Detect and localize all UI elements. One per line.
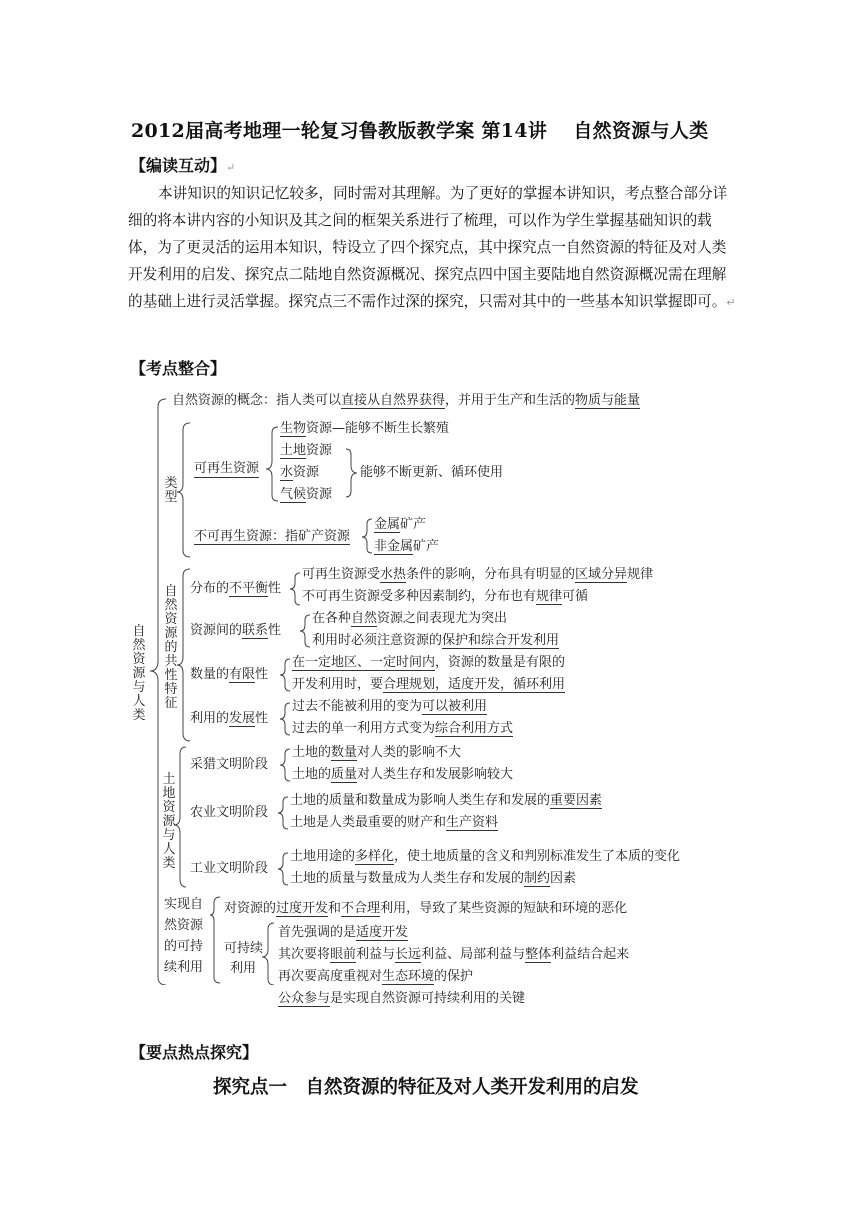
sustain-label-4: 续利用 — [164, 960, 204, 975]
intro-paragraph: 本讲知识的知识记忆较多，同时需对其理解。为了更好的掌握本讲知识，考点整合部分详细的将本讲内容的小知识及其之间的框架关系进行了梳理，可以作为学生掌握基础知识的载体，为了更灵活的运用本知识，特设立了四个探究点，其中探究点一自然资源的特征及对人类开发利用的启发、探究点二陆地自然资源概况、探究点四中国主要陆地自然资源概况需在理解的基础上进行灵活掌握。探究点三不需作过深的探究，只需对其中的一些基本知识掌握即可。↵ — [128, 185, 736, 310]
sustain-line-4: 公众参与是实现自然资源可持续利用的关键 — [278, 991, 526, 1006]
sustain-sub-2: 利用 — [230, 961, 257, 976]
land-people-label: 土地资源与人类 — [162, 772, 176, 871]
explore-title: 探究点一 自然资源的特征及对人类开发利用的启发 — [213, 1077, 639, 1098]
points-heading: 【考点整合】 — [130, 359, 227, 378]
hunt-line-2: 土地的质量对人类生存和发展影响较大 — [292, 767, 514, 782]
sustain-label-2: 然资源 — [164, 918, 204, 933]
metal-mineral: 金属矿产 — [374, 517, 427, 532]
uneven-line-1: 可再生资源受水热条件的影响，分布具有明显的区域分异规律 — [302, 567, 654, 582]
water-resource: 水资源 — [280, 465, 320, 480]
hunt-line-1: 土地的数量对人类的影响不大 — [292, 745, 462, 760]
concept-line: 自然资源的概念：指人类可以直接从自然界获得，并用于生产和生活的物质与能量 — [172, 393, 641, 408]
root-label: 自然资源与人类 — [132, 624, 146, 723]
sustain-line-1: 首先强调的是适度开发 — [278, 925, 409, 940]
nonrenewable-label: 不可再生资源：指矿产资源 — [194, 529, 351, 544]
industry-stage: 工业文明阶段 — [190, 861, 269, 876]
page-title: 2012届高考地理一轮复习鲁教版教学案 第14讲 自然资源与人类 — [131, 120, 709, 142]
sustain-label-3: 的可持 — [164, 939, 204, 954]
sustain-sub-1: 可持续 — [224, 941, 264, 956]
uneven-line-2: 不可再生资源受多种因素制约，分布也有规律可循 — [302, 589, 589, 604]
limit-label: 数量的有限性 — [190, 667, 269, 682]
hot-heading: 【要点热点探究】 — [130, 1043, 259, 1062]
nonmetal-mineral: 非金属矿产 — [374, 539, 440, 554]
agriculture-stage: 农业文明阶段 — [190, 805, 269, 820]
uneven-label: 分布的不平衡性 — [190, 581, 282, 596]
dev-label: 利用的发展性 — [190, 711, 269, 726]
common-features-label: 自然资源的共性特征 — [164, 584, 178, 711]
dev-line-1: 过去不能被利用的变为可以被利用 — [292, 699, 488, 714]
overuse-line: 对资源的过度开发和不合理利用，导致了某些资源的短缺和环境的恶化 — [224, 901, 628, 916]
dev-line-2: 过去的单一利用方式变为综合利用方式 — [292, 721, 514, 736]
land-resource: 土地资源 — [280, 443, 333, 458]
ind-line-2: 土地的质量与数量成为人类生存和发展的制约因素 — [290, 871, 577, 886]
renewable-note: 能够不断更新、循环使用 — [360, 465, 504, 480]
return-mark: ↵ — [226, 161, 236, 174]
limit-line-2: 开发利用时，要合理规划，适度开发，循环利用 — [292, 677, 566, 692]
sustain-line-2: 其次要将眼前利益与长远利益、局部利益与整体利益结合起来 — [278, 947, 630, 962]
types-label: 类型 — [164, 476, 178, 505]
knowledge-map — [132, 385, 730, 1006]
intro-heading: 【编读互动】↵ — [130, 156, 236, 175]
limit-line-1: 在一定地区、一定时间内，资源的数量是有限的 — [292, 655, 566, 670]
link-line-2: 利用时必须注意资源的保护和综合开发利用 — [312, 633, 560, 648]
agri-line-2: 土地是人类最重要的财产和生产资料 — [290, 815, 499, 830]
ind-line-1: 土地用途的多样化，使土地质量的含义和判别标准发生了本质的变化 — [290, 849, 681, 864]
hunting-stage: 采猎文明阶段 — [190, 757, 269, 772]
climate-resource: 气候资源 — [280, 487, 333, 502]
sustain-line-3: 再次要高度重视对生态环境的保护 — [278, 969, 474, 984]
return-mark: ↵ — [726, 296, 736, 309]
link-line-1: 在各种自然资源之间表现尤为突出 — [312, 611, 508, 626]
agri-line-1: 土地的质量和数量成为影响人类生存和发展的重要因素 — [290, 793, 603, 808]
bio-resource: 生物资源—能够不断生长繁殖 — [280, 421, 450, 436]
link-label: 资源间的联系性 — [190, 623, 282, 638]
renewable-label: 可再生资源 — [194, 461, 260, 476]
sustain-label-1: 实现自 — [164, 897, 204, 912]
